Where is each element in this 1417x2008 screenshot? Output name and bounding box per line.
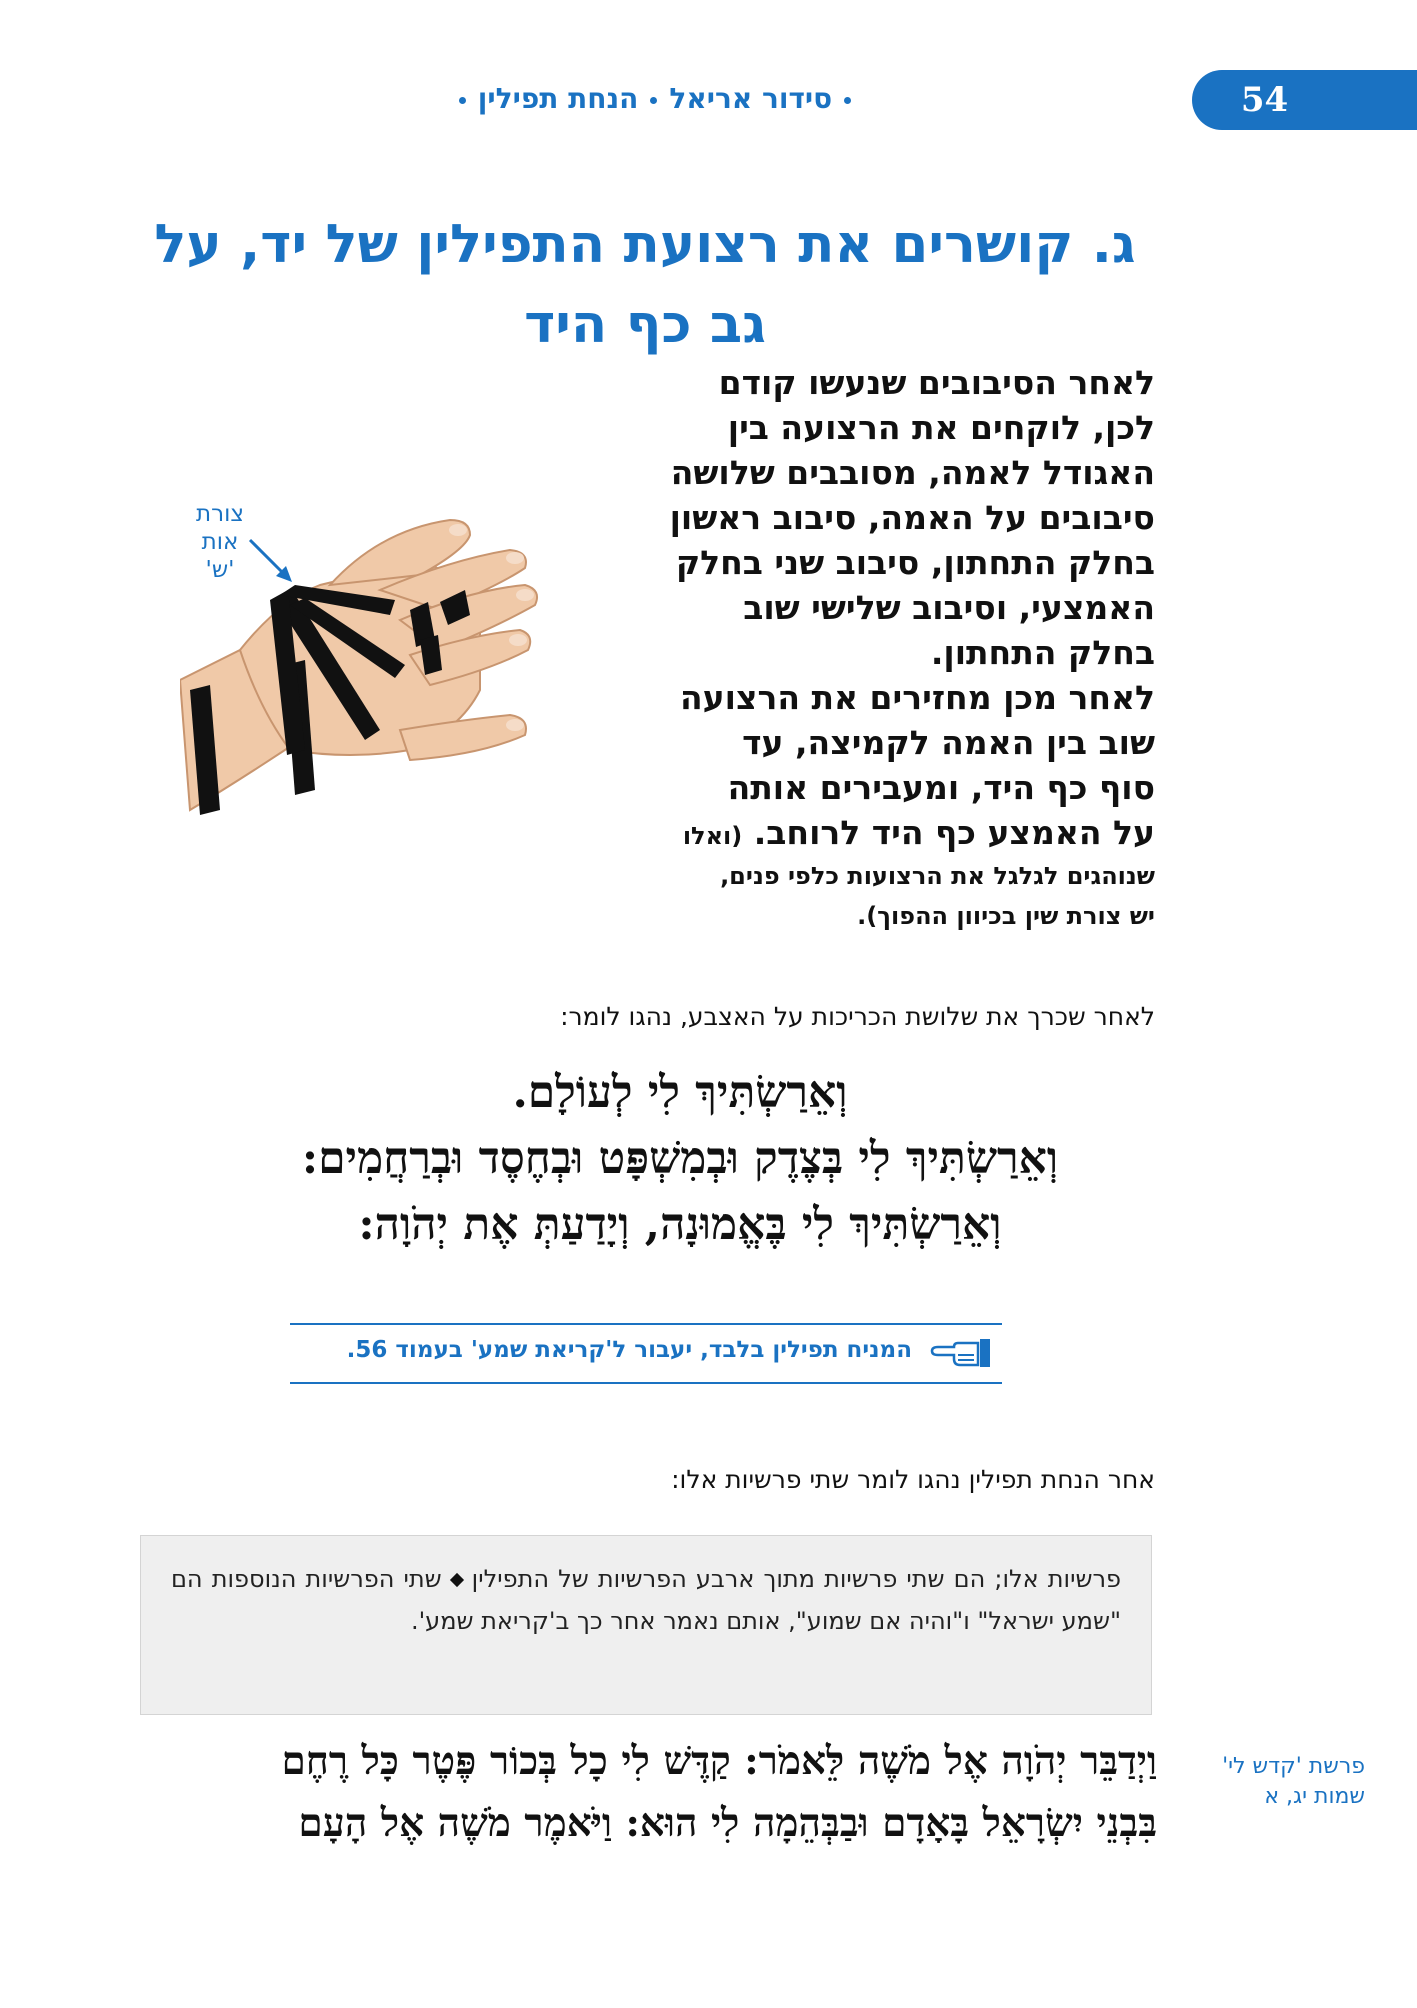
bullet-icon — [650, 97, 657, 104]
side-reference — [1190, 1752, 1365, 1812]
instruction-line — [635, 810, 1155, 856]
label-line: אות — [201, 529, 239, 555]
explanation-part: פרשיות אלו; הם שתי פרשיות מתוך ארבע הפרשיות של התפילין — [471, 1565, 1121, 1593]
verse-line: וְאֵרַשְׂתִּיךְ לִי בֶּאֱמוּנָה, וְיָדַעַתְּ אֶת יְהֹוָה: — [358, 1199, 1002, 1250]
explanation-text — [171, 1558, 1121, 1642]
page-number: 54 — [1240, 80, 1289, 120]
explanation-box — [140, 1535, 1152, 1715]
label-line: צורת — [195, 501, 244, 527]
instruction-aside-line: יש צורת שין בכיוון ההפוך). — [857, 902, 1155, 930]
page-number-tab — [1192, 70, 1417, 130]
parshiyot-instruction: אחר הנחת תפילין נהגו לומר שתי פרשיות אלו: — [671, 1465, 1155, 1494]
explanation-part: שתי הפרשיות הנוספות הם "שמע ישראל" ו"והיה אם שמוע", אותם נאמר אחר כך ב'קריאת שמע'. — [171, 1565, 1121, 1635]
instruction-line: סוף כף היד, ומעבירים אותה — [727, 768, 1155, 807]
instruction-line: האמצעי, וסיבוב שלישי שוב — [743, 588, 1155, 627]
instruction-line: שוב בין האמה לקמיצה, עד — [742, 723, 1155, 762]
section-title: ג. קושרים את רצועת התפילין של יד, על גב כף היד — [154, 214, 1136, 355]
running-head — [420, 82, 890, 115]
verse-line: וְאֵרַשְׂתִּיךְ לִי לְעוֹלָם. — [512, 1067, 848, 1118]
pointing-hand-icon — [928, 1333, 992, 1373]
instruction-line: לאחר הסיבובים שנעשו קודם — [718, 363, 1155, 402]
recitation-instruction: לאחר שכרך את שלושת הכריכות על האצבע, נהגו לומר: — [560, 1002, 1155, 1031]
kadesh-li-text — [137, 1730, 1157, 1854]
arrow-icon — [250, 540, 292, 582]
skip-note — [290, 1323, 1002, 1384]
tefillin-hand-illustration — [180, 490, 610, 820]
book-title: סידור אריאל — [669, 82, 833, 115]
verse-line: וְאֵרַשְׂתִּיךְ לִי בְּצֶדֶק וּבְמִשְׁפָּט וּבְחֶסֶד וּבְרַחֲמִים: — [301, 1133, 1059, 1184]
label-line: 'ש' — [205, 557, 235, 583]
instruction-aside-line: שנוהגים לגלגל את הרצועות כלפי פנים, — [720, 862, 1155, 890]
instruction-line: האגודל לאמה, מסובבים שלושה — [670, 453, 1155, 492]
instruction-text: על האמצע כף היד לרוחב. — [753, 813, 1155, 852]
verse-text-line: בִּבְנֵי יִשְׂרָאֵל בָּאָדָם וּבַבְּהֵמָה לִי הוּא: וַיֹּאמֶר מֹשֶׁה אֶל הָעָם — [298, 1800, 1157, 1846]
chapter-title: הנחת תפילין — [477, 82, 639, 115]
bullet-icon — [844, 97, 851, 104]
verse-text-line: וַיְדַבֵּר יְהֹוָה אֶל מֹשֶׁה לֵּאמֹר: קַדֶּשׁ לִי כָל בְּכוֹר פֶּטֶר כָּל רֶחֶם — [281, 1738, 1157, 1784]
instructions-block — [635, 360, 1155, 936]
instruction-line: בחלק התחתון. — [930, 633, 1155, 672]
betrothal-verses — [200, 1060, 1160, 1258]
instruction-line: לכן, לוקחים את הרצועה בין — [727, 408, 1155, 447]
instruction-line: לאחר מכן מחזירים את הרצועה — [679, 678, 1155, 717]
note-text: המניח תפילין בלבד, יעבור ל'קריאת שמע' בעמוד 56. — [346, 1337, 912, 1363]
instruction-line: בחלק התחתון, סיבוב שני בחלק — [675, 543, 1155, 582]
diamond-bullet-icon — [450, 1573, 464, 1587]
instruction-line: סיבובים על האמה, סיבוב ראשון — [669, 498, 1155, 537]
instruction-aside: (ואלו — [682, 822, 743, 850]
side-reference-line: שמות יג, א — [1264, 1784, 1365, 1809]
side-reference-line: פרשת 'קדש לי' — [1222, 1754, 1365, 1779]
bullet-icon — [459, 97, 466, 104]
